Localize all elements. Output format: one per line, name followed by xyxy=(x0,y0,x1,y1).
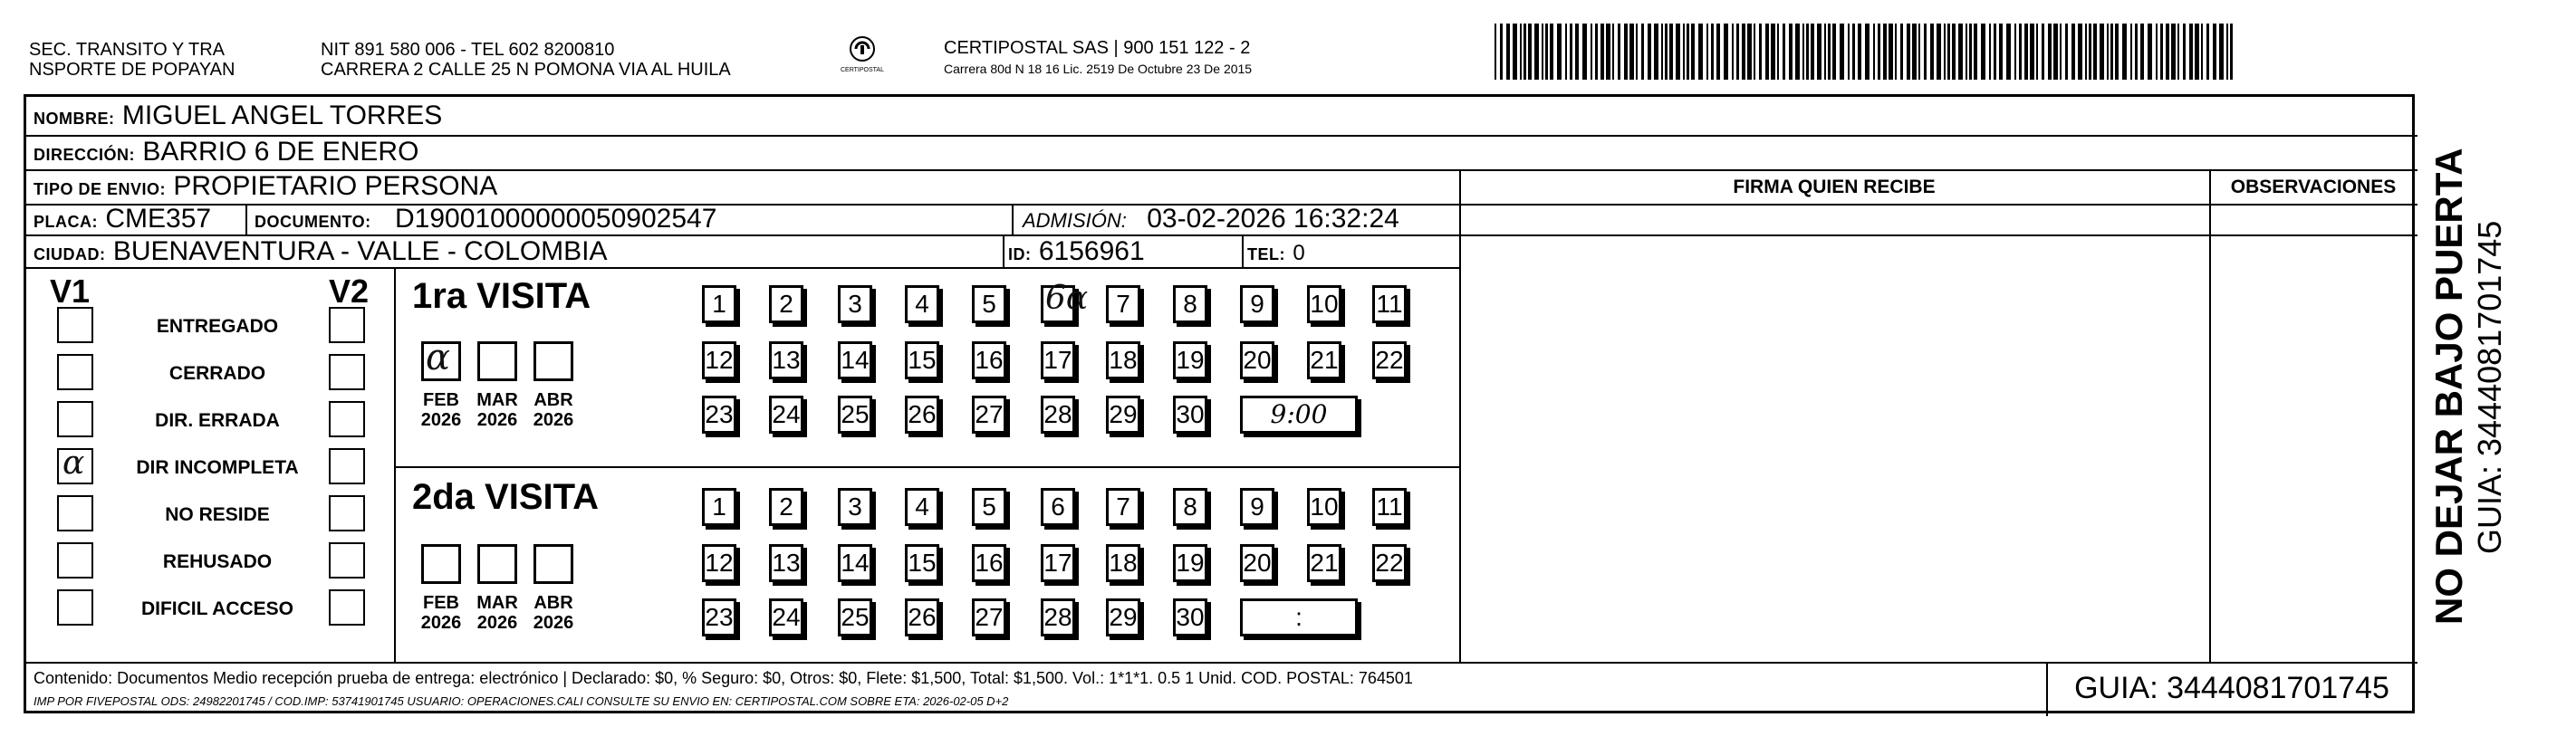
barcode-bar xyxy=(1513,24,1517,80)
barcode-bar xyxy=(2085,24,2087,80)
barcode-bar xyxy=(2014,24,2016,80)
barcode-bar xyxy=(1802,24,1804,80)
barcode-bar xyxy=(2148,24,2152,80)
barcode-bar xyxy=(1811,24,1814,80)
day-box[interactable]: 14 xyxy=(838,544,872,582)
barcode-bar xyxy=(1907,24,1910,80)
barcode-bar xyxy=(1930,24,1934,80)
barcode-bar xyxy=(2177,24,2179,80)
v1-checkbox[interactable] xyxy=(57,589,93,626)
handwritten-check-mark: α xyxy=(426,337,451,378)
day-box[interactable]: 11 xyxy=(1372,488,1407,526)
barcode-bar xyxy=(1550,24,1553,80)
barcode-bar xyxy=(2160,24,2163,80)
barcode-bar xyxy=(2107,24,2109,80)
barcode-bar xyxy=(1918,24,1920,80)
admision-label: ADMISIÓN: xyxy=(1023,209,1127,232)
day-box[interactable]: 30 xyxy=(1173,396,1207,434)
barcode-bar xyxy=(1895,24,1897,80)
day-box[interactable]: 15 xyxy=(905,544,939,582)
barcode-bar xyxy=(1636,24,1638,80)
time-value: : xyxy=(1295,603,1302,631)
barcode-bar xyxy=(1706,24,1708,80)
day-box[interactable]: 16 xyxy=(972,544,1006,582)
time-box[interactable] xyxy=(1240,396,1358,434)
barcode-bar xyxy=(2195,24,2199,80)
v1-checkbox[interactable] xyxy=(57,307,93,343)
barcode-bar xyxy=(1683,24,1685,80)
status-label: REHUSADO xyxy=(162,551,273,572)
day-box[interactable]: 24 xyxy=(769,396,803,434)
barcode-bar xyxy=(1889,24,1893,80)
barcode-bar xyxy=(1994,24,1996,80)
barcode-bar xyxy=(1557,24,1562,80)
barcode-bar xyxy=(2110,24,2113,80)
visit2-title: 2da VISITA xyxy=(412,477,599,517)
barcode-bar xyxy=(2213,24,2216,80)
day-box[interactable]: 2 xyxy=(769,488,803,526)
day-box[interactable]: 27 xyxy=(972,598,1006,636)
day-box[interactable]: 25 xyxy=(838,598,872,636)
status-label: DIR. ERRADA xyxy=(155,410,280,431)
barcode-bar xyxy=(1924,24,1927,80)
barcode-bar xyxy=(1618,24,1620,80)
day-box[interactable]: 4 xyxy=(905,285,939,323)
day-box[interactable]: 22 xyxy=(1372,341,1407,379)
nit-line: NIT 891 580 006 - TEL 602 8200810 xyxy=(321,40,615,60)
barcode-bar xyxy=(1612,24,1614,80)
tel-field xyxy=(1247,236,1305,270)
barcode-bar xyxy=(1958,24,1963,80)
observaciones-header: OBSERVACIONES xyxy=(2230,177,2397,197)
handwritten-check-mark: 6α xyxy=(1045,280,1089,317)
day-box[interactable]: 13 xyxy=(769,341,803,379)
v1-checkbox[interactable] xyxy=(57,542,93,579)
month-label: MAR 2026 xyxy=(476,593,518,633)
v1-header: V1 xyxy=(50,273,91,310)
barcode-bar xyxy=(1591,24,1592,80)
barcode-bar xyxy=(1676,24,1680,80)
day-box[interactable]: 24 xyxy=(769,598,803,636)
barcode-bar xyxy=(1736,24,1739,80)
barcode-bar xyxy=(1789,24,1793,80)
barcode-bar xyxy=(1989,24,1991,80)
id-value: 6156961 xyxy=(1038,236,1145,266)
status-label: CERRADO xyxy=(168,363,266,384)
day-box[interactable]: 3 xyxy=(838,488,872,526)
direccion-label: DIRECCIÓN: xyxy=(34,146,135,164)
barcode-bar xyxy=(1687,24,1689,80)
delivery-form xyxy=(24,94,2415,713)
barcode-bar xyxy=(1944,24,1946,80)
barcode-bar xyxy=(1840,24,1844,80)
v2-checkbox[interactable] xyxy=(329,542,365,579)
admision-field xyxy=(1023,204,1399,236)
day-box[interactable]: 12 xyxy=(702,341,736,379)
v1-checkbox[interactable] xyxy=(57,354,93,390)
barcode-bar xyxy=(1747,24,1752,80)
day-box[interactable]: 7 xyxy=(1106,488,1140,526)
barcode-bar xyxy=(1969,24,1972,80)
barcode-bar xyxy=(1520,24,1522,80)
time-value: 9:00 xyxy=(1270,399,1328,429)
month-checkbox[interactable] xyxy=(533,341,573,381)
barcode-bar xyxy=(1832,24,1836,80)
placa-value: CME357 xyxy=(105,204,212,234)
id-label: ID: xyxy=(1008,245,1032,263)
day-box[interactable]: 10 xyxy=(1307,488,1341,526)
status-label: ENTREGADO xyxy=(156,316,279,337)
day-box[interactable]: 6 xyxy=(1041,488,1075,526)
barcode-bar xyxy=(1545,24,1548,80)
barcode-bar xyxy=(2219,24,2224,80)
nombre-value: MIGUEL ANGEL TORRES xyxy=(121,100,443,130)
footer-guia: GUIA: 3444081701745 xyxy=(2074,671,2389,705)
v2-header: V2 xyxy=(329,273,370,310)
barcode-bar xyxy=(1732,24,1734,80)
v2-checkbox[interactable] xyxy=(329,448,365,484)
day-box[interactable]: 21 xyxy=(1307,544,1341,582)
barcode-bar xyxy=(1806,24,1809,80)
barcode-bar xyxy=(1565,24,1567,80)
barcode-bar xyxy=(1665,24,1668,80)
barcode-bar xyxy=(1669,24,1673,80)
day-box[interactable]: 5 xyxy=(972,285,1006,323)
barcode-bar xyxy=(2030,24,2034,80)
barcode-bar xyxy=(1523,24,1526,80)
day-box[interactable]: 2 xyxy=(769,285,803,323)
barcode-bar xyxy=(2189,24,2193,80)
day-box[interactable]: 28 xyxy=(1041,396,1075,434)
barcode-bar xyxy=(1947,24,1950,80)
day-box[interactable]: 3 xyxy=(838,285,872,323)
barcode-bar xyxy=(1759,24,1762,80)
barcode-bar xyxy=(1912,24,1917,80)
barcode-bar xyxy=(1754,24,1755,80)
barcode-bar xyxy=(1824,24,1826,80)
address-line: CARRERA 2 CALLE 25 N POMONA VIA AL HUILA xyxy=(321,60,731,80)
barcode-bar xyxy=(1570,24,1572,80)
firma-header: FIRMA QUIEN RECIBE xyxy=(1733,177,1936,197)
direccion-field xyxy=(34,137,418,170)
barcode-bar xyxy=(1765,24,1769,80)
month-checkbox[interactable] xyxy=(477,544,517,584)
barcode-bar xyxy=(2071,24,2075,80)
day-box[interactable]: 29 xyxy=(1106,598,1140,636)
day-box[interactable]: 26 xyxy=(905,396,939,434)
barcode-bar xyxy=(1865,24,1870,80)
tel-value: 0 xyxy=(1293,241,1305,265)
barcode-bar xyxy=(2060,24,2062,80)
barcode-bar xyxy=(1974,24,1977,80)
month-label: FEB 2026 xyxy=(420,390,462,430)
barcode-bar xyxy=(1724,24,1728,80)
barcode-bar xyxy=(1937,24,1941,80)
barcode-bar xyxy=(2006,24,2011,80)
barcode-bar xyxy=(2171,24,2176,80)
visit1-title: 1ra VISITA xyxy=(412,276,591,316)
day-box[interactable]: 8 xyxy=(1173,285,1207,323)
barcode-bar xyxy=(2089,24,2091,80)
barcode-bar xyxy=(1528,24,1532,80)
day-box[interactable]: 13 xyxy=(769,544,803,582)
barcode-bar xyxy=(2183,24,2186,80)
barcode-bar xyxy=(2042,24,2044,80)
barcode-bar xyxy=(1900,24,1903,80)
day-box[interactable]: 18 xyxy=(1106,341,1140,379)
day-box[interactable]: 4 xyxy=(905,488,939,526)
barcode-bar xyxy=(1641,24,1644,80)
barcode-bar xyxy=(2078,24,2082,80)
day-box[interactable]: 8 xyxy=(1173,488,1207,526)
tel-label: TEL: xyxy=(1247,245,1285,263)
day-box[interactable]: 17 xyxy=(1041,341,1075,379)
barcode-bar xyxy=(1878,24,1880,80)
nombre-label: NOMBRE: xyxy=(34,110,115,128)
barcode-bar xyxy=(1858,24,1861,80)
barcode-bar xyxy=(1883,24,1887,80)
tipo-envio-field xyxy=(34,171,497,205)
month-label: FEB 2026 xyxy=(420,593,462,633)
barcode-bar xyxy=(1711,24,1714,80)
placa-field xyxy=(34,204,211,237)
barcode-bar xyxy=(2156,24,2158,80)
barcode-bar xyxy=(2093,24,2097,80)
documento-value: D19001000000050902547 xyxy=(395,204,717,234)
day-box[interactable]: 7 xyxy=(1106,285,1140,323)
barcode-bar xyxy=(2226,24,2228,80)
day-box[interactable]: 25 xyxy=(838,396,872,434)
documento-field xyxy=(255,204,716,237)
company-license: Carrera 80d N 18 16 Lic. 2519 De Octubre 23 De 2015 xyxy=(944,62,1253,76)
barcode-bar xyxy=(2166,24,2169,80)
barcode-bar xyxy=(2065,24,2068,80)
certipostal-logo xyxy=(839,34,886,76)
barcode-bar xyxy=(1542,24,1543,80)
barcode-bar xyxy=(2115,24,2119,80)
barcode-bar xyxy=(1771,24,1775,80)
barcode-bar xyxy=(1966,24,1967,80)
day-box[interactable]: 1 xyxy=(702,488,736,526)
day-box[interactable]: 15 xyxy=(905,341,939,379)
barcode-bar xyxy=(1716,24,1720,80)
day-box[interactable]: 12 xyxy=(702,544,736,582)
barcode-bar xyxy=(2206,24,2209,80)
barcode-bar xyxy=(2130,24,2132,80)
barcode-bar xyxy=(1817,24,1821,80)
admision-value: 03-02-2026 16:32:24 xyxy=(1147,204,1399,234)
barcode-bar xyxy=(1582,24,1587,80)
month-checkbox[interactable] xyxy=(533,544,573,584)
day-box[interactable]: 20 xyxy=(1240,341,1274,379)
sender-line-2: NSPORTE DE POPAYAN xyxy=(29,60,235,80)
day-box[interactable] xyxy=(1041,280,1089,323)
barcode-bar xyxy=(1600,24,1604,80)
barcode-bar xyxy=(1534,24,1539,80)
barcode-bar xyxy=(2019,24,2022,80)
barcode-bar xyxy=(2230,24,2233,80)
barcode xyxy=(1495,24,2237,80)
day-box[interactable]: 30 xyxy=(1173,598,1207,636)
day-box[interactable]: 23 xyxy=(702,598,736,636)
barcode-bar xyxy=(1783,24,1785,80)
month-label: ABR 2026 xyxy=(533,593,574,633)
barcode-bar xyxy=(2122,24,2127,80)
barcode-bar xyxy=(2053,24,2058,80)
side-guia: GUIA: 3444081701745 xyxy=(2471,220,2508,554)
direccion-value: BARRIO 6 DE ENERO xyxy=(142,137,419,167)
day-box[interactable]: 11 xyxy=(1372,285,1407,323)
barcode-bar xyxy=(1852,24,1855,80)
v2-checkbox[interactable] xyxy=(329,495,365,531)
day-box[interactable]: 19 xyxy=(1173,341,1207,379)
barcode-bar xyxy=(1500,24,1503,80)
month-checkbox[interactable] xyxy=(421,544,461,584)
handwritten-check-mark: α xyxy=(62,445,85,482)
month-checkbox[interactable] xyxy=(477,341,517,381)
v2-checkbox[interactable] xyxy=(329,307,365,343)
side-warning: NO DEJAR BAJO PUERTA xyxy=(2427,148,2470,625)
barcode-bar xyxy=(1777,24,1779,80)
v1-checkbox[interactable] xyxy=(57,401,93,437)
barcode-bar xyxy=(1595,24,1598,80)
barcode-bar xyxy=(1648,24,1651,80)
ciudad-label: CIUDAD: xyxy=(34,245,106,263)
barcode-bar xyxy=(1654,24,1658,80)
tipo-envio-label: TIPO DE ENVIO: xyxy=(34,180,167,198)
barcode-bar xyxy=(1691,24,1695,80)
day-box[interactable]: 21 xyxy=(1307,341,1341,379)
v2-checkbox[interactable] xyxy=(329,401,365,437)
id-field xyxy=(1008,236,1145,270)
placa-label: PLACA: xyxy=(34,213,98,231)
day-box[interactable]: 23 xyxy=(702,396,736,434)
logo-text: CERTIPOSTAL xyxy=(841,67,884,73)
day-box[interactable]: 16 xyxy=(972,341,1006,379)
time-box[interactable] xyxy=(1240,598,1358,636)
barcode-bar xyxy=(1848,24,1850,80)
v1-checkbox[interactable] xyxy=(57,445,93,484)
barcode-bar xyxy=(2201,24,2203,80)
company-line: CERTIPOSTAL SAS | 900 151 122 - 2 xyxy=(944,38,1251,58)
barcode-bar xyxy=(1495,24,1496,80)
day-box[interactable]: 27 xyxy=(972,396,1006,434)
barcode-bar xyxy=(2100,24,2104,80)
day-box[interactable]: 18 xyxy=(1106,544,1140,582)
barcode-bar xyxy=(2140,24,2144,80)
day-box[interactable]: 26 xyxy=(905,598,939,636)
ciudad-field xyxy=(34,236,608,270)
status-label: DIFICIL ACCESO xyxy=(140,598,293,619)
ciudad-value: BUENAVENTURA - VALLE - COLOMBIA xyxy=(112,236,608,266)
day-box[interactable]: 1 xyxy=(702,285,736,323)
day-box[interactable]: 14 xyxy=(838,341,872,379)
day-box[interactable]: 29 xyxy=(1106,396,1140,434)
day-box[interactable]: 9 xyxy=(1240,285,1274,323)
status-label: NO RESIDE xyxy=(165,504,270,525)
barcode-bar xyxy=(1506,24,1510,80)
month-checkbox[interactable] xyxy=(421,337,461,381)
tipo-envio-value: PROPIETARIO PERSONA xyxy=(173,171,498,201)
day-box[interactable]: 28 xyxy=(1041,598,1075,636)
footer-content: Contenido: Documentos Medio recepción prueba de entrega: electrónico | Declarado: $0, % Seguro: $0, Otros: $0, Flete: $1,500, Total: $1,500. Vol.: 1*1*1. 0.5 1 Unid. COD. POSTAL: 764501 xyxy=(34,669,1413,687)
day-box[interactable]: 22 xyxy=(1372,544,1407,582)
barcode-bar xyxy=(1629,24,1634,80)
barcode-bar xyxy=(2036,24,2038,80)
barcode-bar xyxy=(2135,24,2138,80)
day-box[interactable]: 10 xyxy=(1307,285,1341,323)
v1-checkbox[interactable] xyxy=(57,495,93,531)
v2-checkbox[interactable] xyxy=(329,589,365,626)
barcode-bar xyxy=(1698,24,1703,80)
barcode-bar xyxy=(1873,24,1875,80)
barcode-bar xyxy=(1999,24,2003,80)
barcode-bar xyxy=(1952,24,1956,80)
barcode-bar xyxy=(1828,24,1831,80)
documento-label: DOCUMENTO: xyxy=(255,213,371,231)
month-label: MAR 2026 xyxy=(476,390,518,430)
v2-checkbox[interactable] xyxy=(329,354,365,390)
day-box[interactable]: 17 xyxy=(1041,544,1075,582)
barcode-bar xyxy=(1606,24,1610,80)
sender-line-1: SEC. TRANSITO Y TRA xyxy=(29,40,225,60)
day-box[interactable]: 9 xyxy=(1240,488,1274,526)
barcode-bar xyxy=(1795,24,1800,80)
barcode-bar xyxy=(2024,24,2028,80)
day-box[interactable]: 20 xyxy=(1240,544,1274,582)
nombre-field xyxy=(34,100,442,134)
barcode-bar xyxy=(1624,24,1628,80)
barcode-bar xyxy=(2048,24,2052,80)
barcode-bar xyxy=(1575,24,1579,80)
barcode-bar xyxy=(1661,24,1663,80)
barcode-bar xyxy=(1742,24,1745,80)
barcode-bar xyxy=(1981,24,1985,80)
day-box[interactable]: 19 xyxy=(1173,544,1207,582)
month-label: ABR 2026 xyxy=(533,390,574,430)
footer-print-info: IMP POR FIVEPOSTAL ODS: 24982201745 / COD.IMP: 53741901745 USUARIO: OPERACIONES.CALI CONSULTE SU ENVIO EN: CERTIPOSTAL.COM SOBRE ETA: 2026-02-05 D+2 xyxy=(34,694,1009,708)
day-box[interactable]: 5 xyxy=(972,488,1006,526)
status-label: DIR INCOMPLETA xyxy=(136,457,299,478)
